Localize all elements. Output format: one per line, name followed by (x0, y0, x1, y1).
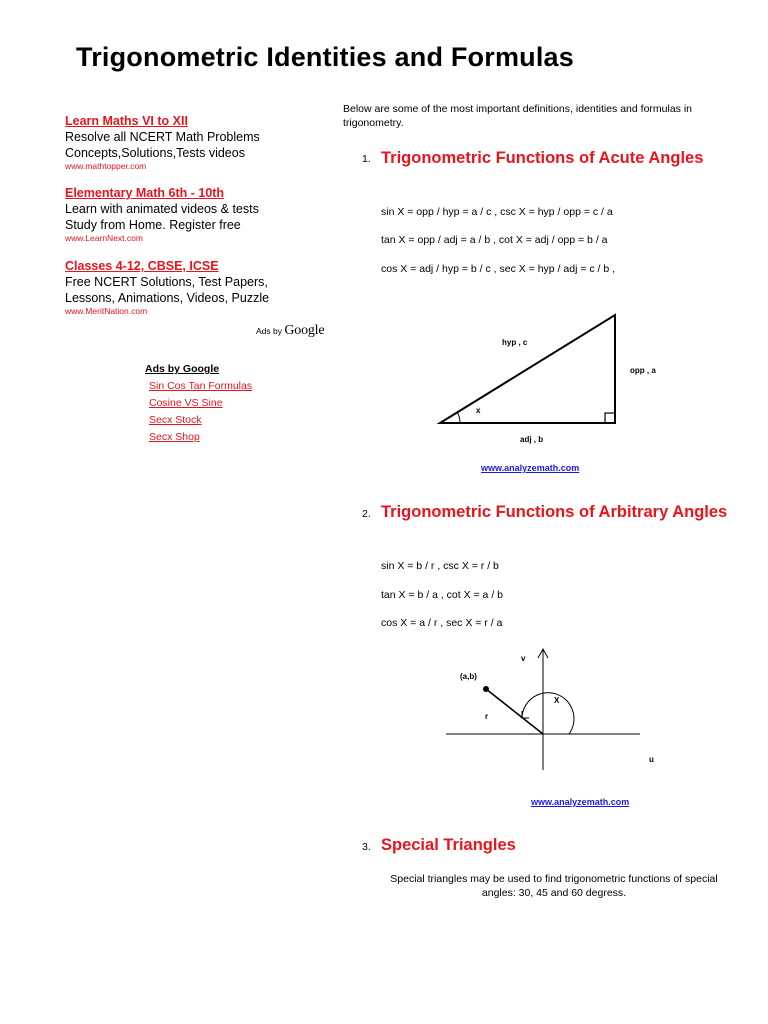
ad-title-link[interactable]: Elementary Math 6th - 10th (65, 186, 225, 200)
ad-block (65, 185, 335, 244)
ad-url[interactable]: www.mathtopper.com (65, 161, 147, 171)
ad-link[interactable]: Secx Shop (149, 431, 200, 443)
radius-line (486, 689, 543, 734)
section-title: Trigonometric Functions of Acute Angles (381, 149, 704, 167)
v-label: v (521, 654, 526, 663)
hyp-label: hyp , c (502, 338, 528, 347)
adj-label: adj , b (520, 435, 544, 444)
ad-block (65, 258, 335, 317)
angle-arc (457, 412, 460, 423)
figure-credit-link[interactable]: www.analyzemath.com (481, 463, 580, 473)
formula-line: tan X = opp / adj = a / b , cot X = adj / opp = b / a (381, 234, 608, 246)
section-number: 3. (362, 841, 371, 853)
r-label: r (485, 712, 489, 721)
page-title: Trigonometric Identities and Formulas (76, 42, 574, 72)
ad-links-box (145, 363, 252, 446)
opp-label: opp , a (630, 366, 656, 375)
ad-title-link[interactable]: Learn Maths VI to XII (65, 114, 188, 128)
ads-by-google[interactable] (256, 323, 324, 339)
ad-link[interactable]: Cosine VS Sine (149, 397, 223, 409)
ad-text: Free NCERT Solutions, Test Papers, (65, 275, 268, 289)
right-triangle-figure (420, 305, 690, 455)
section-number: 2. (362, 508, 371, 520)
unit-circle-figure (440, 645, 670, 775)
section-title: Trigonometric Functions of Arbitrary Angles (381, 503, 728, 521)
ad-link[interactable]: Sin Cos Tan Formulas (149, 380, 253, 392)
section-text: Special triangles may be used to find trigonometric functions of special angles: 30, 45 and 60 degress. (390, 873, 718, 899)
ad-links-heading[interactable]: Ads by Google (145, 363, 220, 375)
angle-label: x (476, 406, 481, 415)
section-title: Special Triangles (381, 836, 516, 854)
figure-credit-link[interactable]: www.analyzemath.com (531, 797, 630, 807)
ad-text: Lessons, Animations, Videos, Puzzle (65, 291, 270, 305)
ad-url[interactable]: www.MeritNation.com (65, 306, 148, 316)
right-angle-mark (605, 413, 615, 423)
ad-block (65, 113, 335, 172)
ad-text: Concepts,Solutions,Tests videos (65, 146, 245, 160)
ad-text: Learn with animated videos & tests (65, 202, 259, 216)
point-label: (a,b) (460, 672, 477, 681)
point-marker (483, 686, 489, 692)
u-label: u (649, 755, 654, 764)
ads-by-label: Ads by (256, 326, 282, 336)
ad-url[interactable]: www.LearnNext.com (65, 233, 143, 243)
ad-text: Study from Home. Register free (65, 218, 241, 232)
ad-title-link[interactable]: Classes 4-12, CBSE, ICSE (65, 259, 219, 273)
ad-text: Resolve all NCERT Math Problems (65, 130, 260, 144)
formula-line: cos X = adj / hyp = b / c , sec X = hyp / adj = c / b , (381, 263, 616, 275)
formula-line: sin X = opp / hyp = a / c , csc X = hyp / opp = c / a (381, 206, 613, 218)
formula-line: tan X = b / a , cot X = a / b (381, 589, 503, 601)
formula-line: sin X = b / r , csc X = r / b (381, 560, 499, 572)
angle-x-label: X (554, 696, 560, 705)
triangle-shape (440, 315, 615, 423)
google-logo: Google (284, 323, 325, 338)
section-number: 1. (362, 153, 371, 165)
formula-line: cos X = a / r , sec X = r / a (381, 617, 503, 629)
angle-arc (522, 693, 574, 734)
ad-link[interactable]: Secx Stock (149, 414, 202, 426)
intro-text: Below are some of the most important definitions, identities and formulas in trigonometry. (343, 103, 693, 129)
